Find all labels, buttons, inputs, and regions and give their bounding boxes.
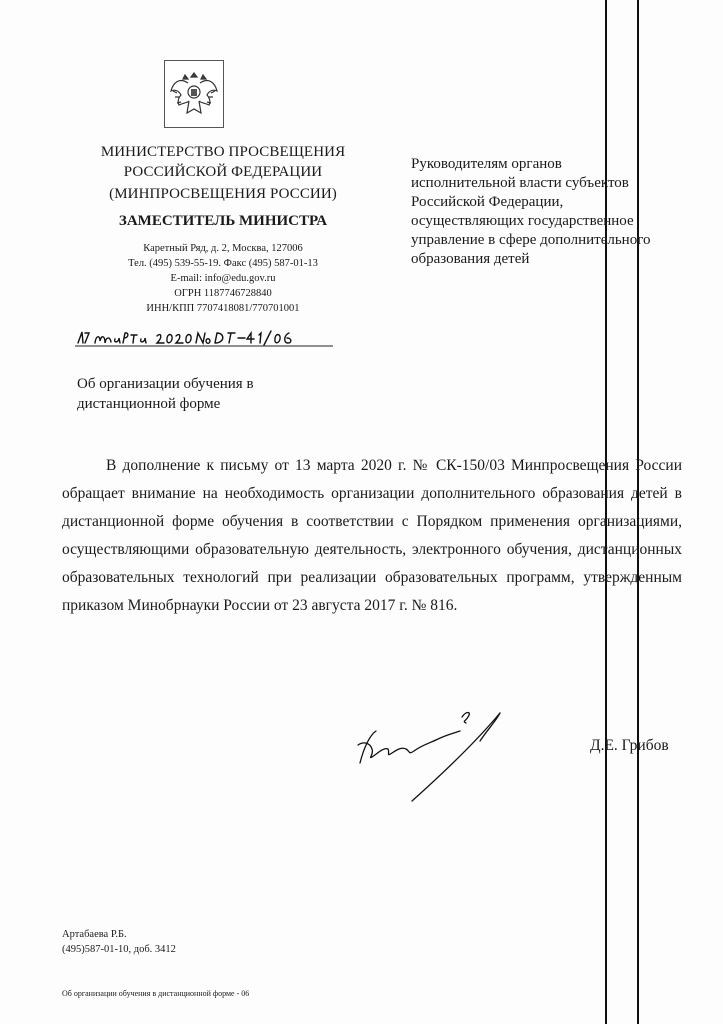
executor-phone: (495)587-01-10, доб. 3412	[62, 944, 176, 955]
signer-name: Д.Е. Грибов	[590, 737, 669, 754]
email: E-mail: info@edu.gov.ru	[170, 273, 276, 284]
ministry-name-line1: МИНИСТЕРСТВО ПРОСВЕЩЕНИЯ	[100, 144, 346, 160]
phone-fax: Тел. (495) 539-55-19. Факс (495) 587-01-13	[128, 258, 318, 269]
address: Каретный Ряд, д. 2, Москва, 127006	[143, 243, 303, 254]
subject-line1: Об организации обучения в	[77, 376, 254, 392]
footer-text: Об организации обучения в дистанционной форме - 06	[62, 989, 250, 998]
inn-kpp: ИНН/КПП 7707418081/770701001	[146, 303, 300, 314]
recipient-line2: исполнительной власти субъектов	[411, 175, 629, 191]
recipient-line3: Российской Федерации,	[411, 194, 564, 210]
coat-of-arms-icon	[164, 60, 224, 128]
contact-block	[58, 241, 388, 316]
executor-name: Артабаева Р.Б.	[62, 929, 127, 940]
ministry-short-name: (МИНПРОСВЕЩЕНИЯ РОССИИ)	[109, 186, 337, 202]
recipient-line1: Руководителям органов	[411, 156, 562, 172]
recipient-line6: образования детей	[411, 251, 530, 267]
executor-block	[62, 927, 176, 957]
subject-line2: дистанционной форме	[77, 396, 221, 412]
registration-number	[75, 327, 335, 349]
ministry-name-line2: РОССИЙСКОЙ ФЕДЕРАЦИИ	[123, 164, 323, 180]
recipient-line4: осуществляющих государственное	[411, 213, 634, 229]
ogrn: ОГРН 1187746728840	[174, 288, 272, 299]
recipient-block	[411, 155, 701, 269]
recipient-line5: управление в сфере дополнительного	[411, 232, 651, 248]
deputy-minister-title: ЗАМЕСТИТЕЛЬ МИНИСТРА	[118, 213, 328, 229]
letter-body: В дополнение к письму от 13 марта 2020 г. № СК-150/03 Минпросвещения России обращает внимание на необходимость организации дополнительного образования детей в дистанционной форме обучения в соответствии с Порядком применения организациями, осуществляющими образовательную деятельность, электронного обучения, дистанционных образовательных технологий при реализации образовательных программ, утвержденным приказом Минобрнауки России от 23 августа 2017 г. № 816.	[62, 457, 682, 614]
letter-subject	[77, 374, 317, 414]
handwritten-signature	[350, 697, 520, 807]
